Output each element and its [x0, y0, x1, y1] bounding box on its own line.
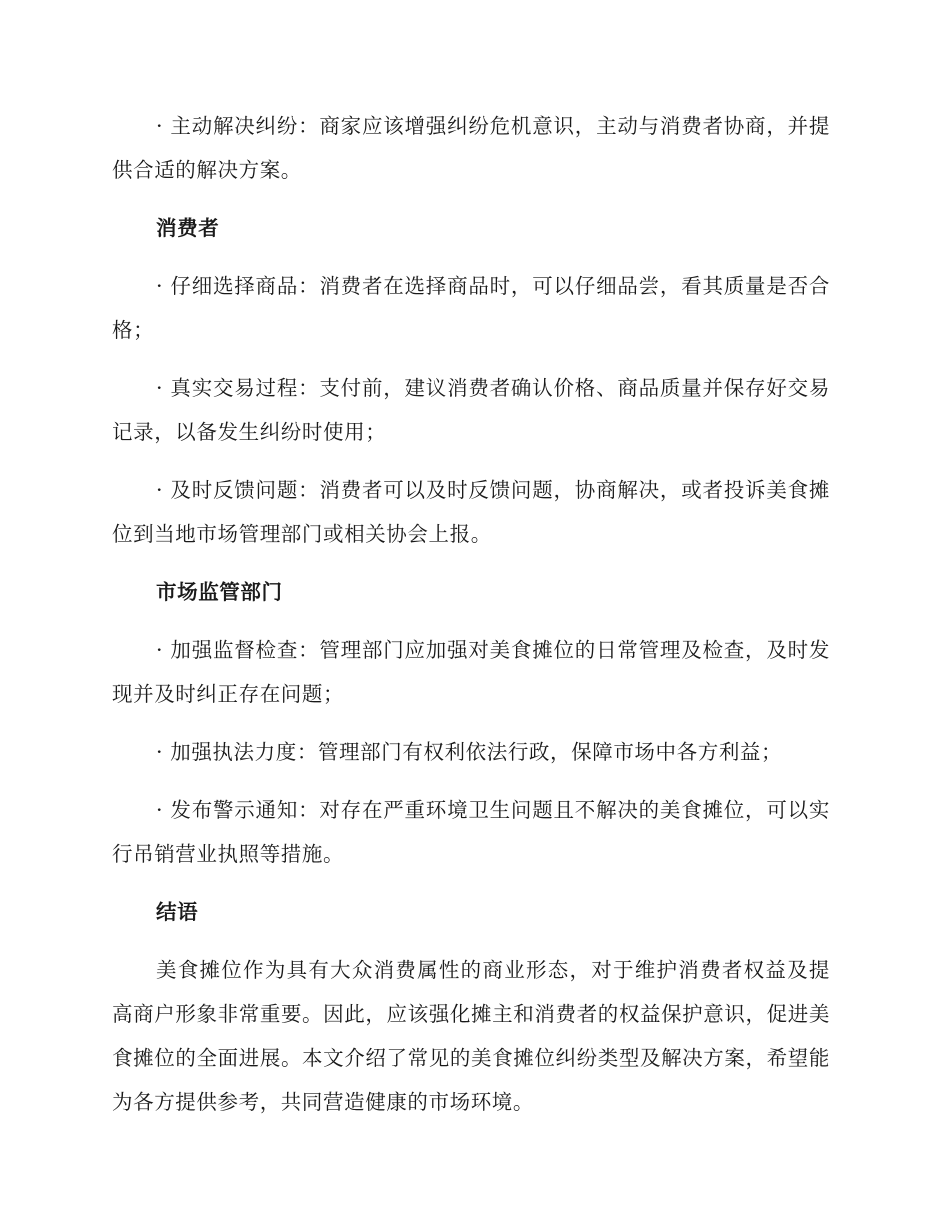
section-heading-conclusion: 结语	[156, 900, 199, 924]
regulator-item-warning-notice: · 发布警示通知：对存在严重环境卫生问题且不解决的美食摊位，可以实行吊销营业执照等措施。	[112, 798, 830, 866]
consumer-item-choose-carefully: · 仔细选择商品：消费者在选择商品时，可以仔细品尝，看其质量是否合格；	[112, 274, 830, 342]
conclusion-paragraph: 美食摊位作为具有大众消费属性的商业形态，对于维护消费者权益及提高商户形象非常重要。因此，应该强化摊主和消费者的权益保护意识，促进美食摊位的全面进展。本文介绍了常见的美食摊位纠纷类型及解决方案，希望能为各方提供参考，共同营造健康的市场环境。	[112, 958, 830, 1114]
merchant-item-resolve-disputes: · 主动解决纠纷：商家应该增强纠纷危机意识，主动与消费者协商，并提供合适的解决方案。	[112, 114, 830, 182]
regulator-item-enforcement: · 加强执法力度：管理部门有权利依法行政，保障市场中各方利益；	[156, 740, 783, 764]
consumer-item-timely-feedback: · 及时反馈问题：消费者可以及时反馈问题，协商解决，或者投诉美食摊位到当地市场管理部门或相关协会上报。	[112, 478, 830, 546]
consumer-item-real-transaction: · 真实交易过程：支付前，建议消费者确认价格、商品质量并保存好交易记录，以备发生纠纷时使用；	[112, 376, 830, 444]
section-heading-regulator: 市场监管部门	[156, 580, 283, 604]
document-page	[112, 104, 830, 1138]
section-heading-consumer: 消费者	[156, 216, 220, 240]
regulator-item-supervision: · 加强监督检查：管理部门应加强对美食摊位的日常管理及检查，及时发现并及时纠正存在问题；	[112, 638, 830, 706]
